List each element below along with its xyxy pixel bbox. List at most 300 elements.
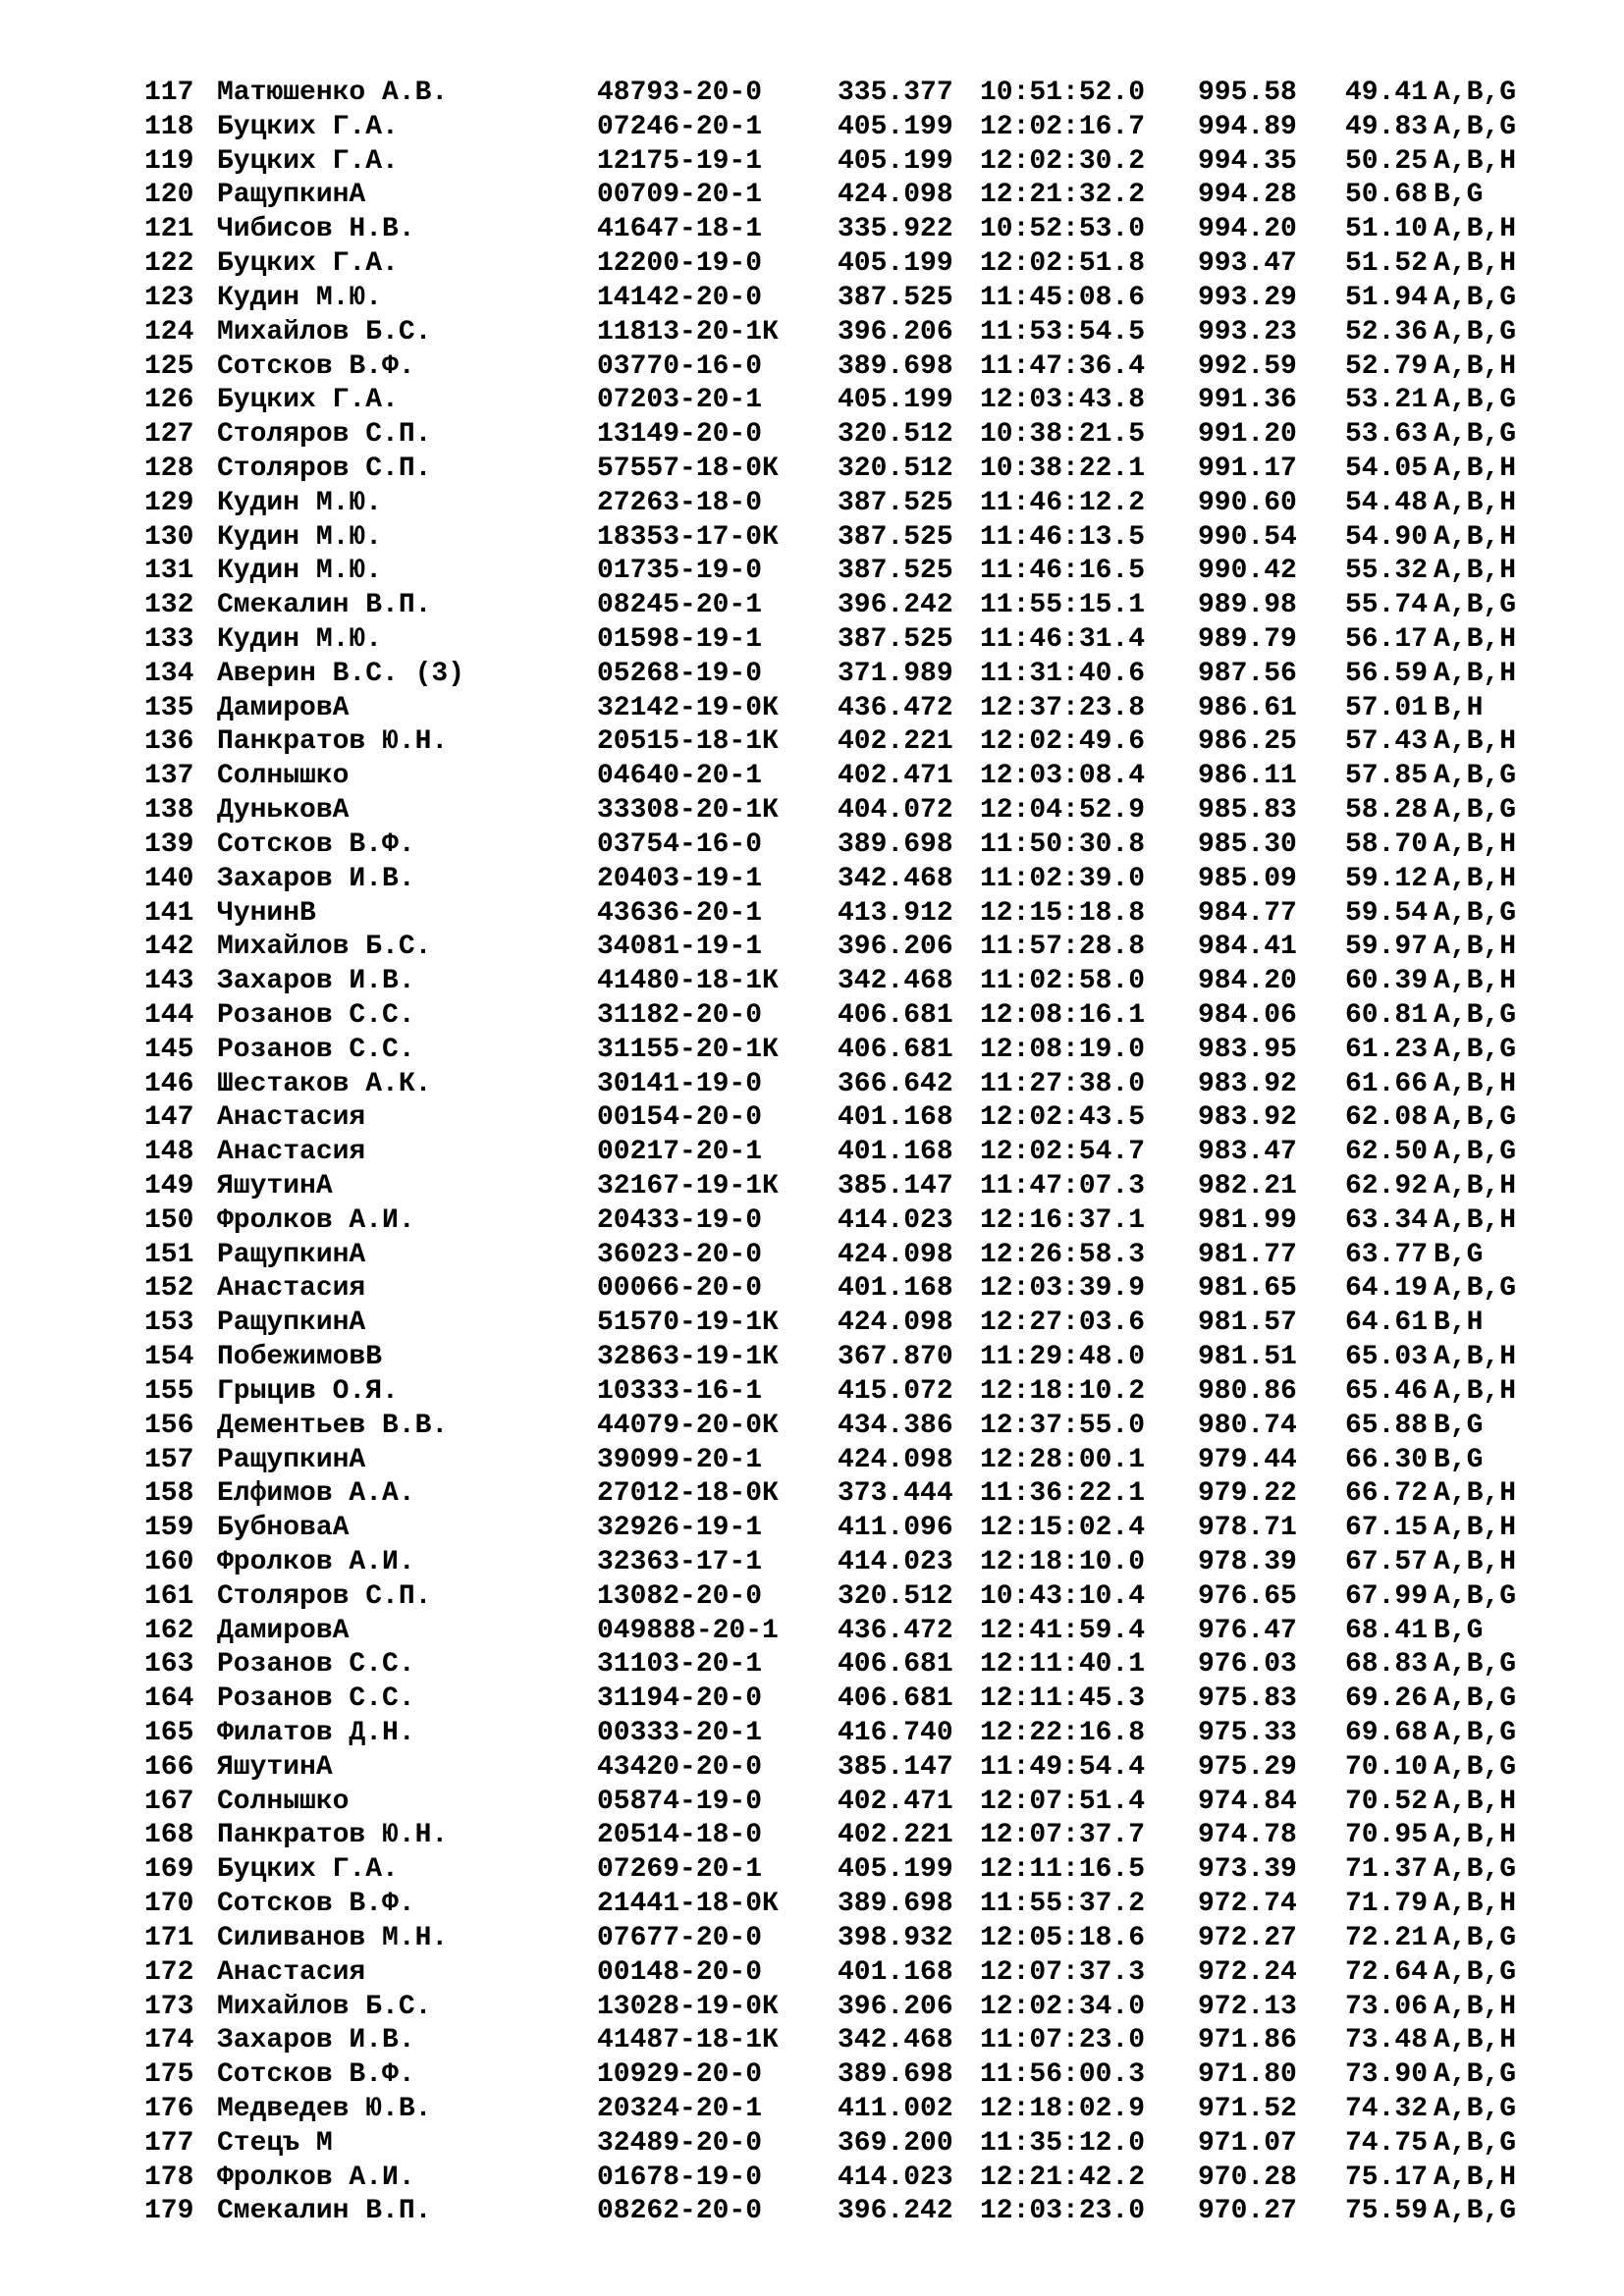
distance-value: 402.471 [838,1786,953,1817]
distance-value: 416.740 [838,1718,953,1748]
distance-value: 424.098 [838,1239,953,1270]
points-value: 72.21 [1345,1922,1429,1953]
distance-value: 402.221 [838,1820,953,1851]
distance-value: 396.206 [838,1991,953,2022]
arrival-time: 12:02:30.2 [980,145,1146,177]
distance-value: 401.168 [838,1273,953,1305]
ring-number: 33308-20-1К [597,795,779,827]
place-number: 136 [144,726,194,758]
fancier-name: Буцких Г.А. [217,385,399,416]
ring-number: 32926-19-1 [597,1513,763,1544]
ring-number: 32167-19-1К [597,1171,779,1201]
distance-value: 404.072 [838,795,953,827]
place-number: 147 [144,1102,194,1134]
group-codes: A,B,H [1434,350,1517,382]
speed-value: 986.25 [1198,726,1297,758]
speed-value: 980.74 [1198,1410,1297,1441]
ring-number: 48793-20-0 [597,78,763,108]
table-row [0,999,1624,1034]
speed-value: 992.59 [1198,350,1297,382]
distance-value: 342.468 [838,966,953,997]
fancier-name: Стецъ М [217,2127,333,2159]
fancier-name: Анастасия [217,1137,366,1168]
speed-value: 971.80 [1198,2059,1297,2091]
ring-number: 31103-20-1 [597,1649,763,1681]
fancier-name: Буцких Г.А. [217,1854,399,1886]
points-value: 50.25 [1345,145,1429,177]
table-row [0,282,1624,316]
points-value: 64.61 [1345,1308,1429,1339]
ring-number: 07203-20-1 [597,385,763,416]
group-codes: A,B,H [1434,2162,1517,2193]
distance-value: 411.096 [838,1513,953,1544]
group-codes: B,G [1434,1410,1484,1441]
place-number: 154 [144,1342,194,1373]
distance-value: 402.221 [838,726,953,758]
speed-value: 980.86 [1198,1375,1297,1407]
place-number: 160 [144,1546,194,1577]
ring-number: 00333-20-1 [597,1718,763,1748]
arrival-time: 12:15:02.4 [980,1513,1146,1544]
table-row [0,1170,1624,1204]
table-row [0,1580,1624,1615]
points-value: 68.83 [1345,1649,1429,1681]
table-row [0,350,1624,385]
ring-number: 13082-20-0 [597,1580,763,1612]
group-codes: A,B,G [1434,1718,1517,1748]
fancier-name: РащупкинА [217,1239,366,1270]
ring-number: 01735-19-0 [597,556,763,587]
arrival-time: 12:07:37.7 [980,1820,1146,1851]
arrival-time: 12:02:51.8 [980,248,1146,280]
table-row [0,145,1624,180]
place-number: 142 [144,932,194,963]
ring-number: 51570-19-1К [597,1308,779,1339]
table-row [0,487,1624,521]
distance-value: 396.206 [838,932,953,963]
points-value: 55.32 [1345,556,1429,587]
points-value: 73.90 [1345,2059,1429,2091]
fancier-name: ДамировА [217,1615,350,1646]
distance-value: 405.199 [838,111,953,142]
group-codes: A,B,H [1434,556,1517,587]
ring-number: 20433-19-0 [597,1204,763,1236]
fancier-name: Розанов С.С. [217,1034,415,1065]
points-value: 57.01 [1345,692,1429,723]
distance-value: 413.912 [838,897,953,929]
ring-number: 01598-19-1 [597,624,763,655]
distance-value: 385.147 [838,1751,953,1783]
fancier-name: ДуньковА [217,795,350,827]
group-codes: B,H [1434,1308,1484,1339]
fancier-name: Фролков А.И. [217,1204,415,1236]
fancier-name: ЯшутинА [217,1171,333,1201]
speed-value: 970.27 [1198,2196,1297,2227]
ring-number: 41487-18-1К [597,2025,779,2056]
group-codes: B,G [1434,180,1484,211]
fancier-name: Захаров И.В. [217,966,415,997]
ring-number: 44079-20-0К [597,1410,779,1441]
distance-value: 411.002 [838,2093,953,2124]
arrival-time: 12:08:16.1 [980,999,1146,1031]
place-number: 175 [144,2059,194,2091]
arrival-time: 11:57:28.8 [980,932,1146,963]
ring-number: 20514-18-0 [597,1820,763,1851]
speed-value: 981.57 [1198,1308,1297,1339]
speed-value: 971.52 [1198,2093,1297,2124]
distance-value: 389.698 [838,350,953,382]
arrival-time: 12:07:51.4 [980,1786,1146,1817]
points-value: 54.90 [1345,521,1429,553]
table-row [0,1034,1624,1068]
fancier-name: Филатов Д.Н. [217,1718,415,1748]
points-value: 70.52 [1345,1786,1429,1817]
group-codes: A,B,G [1434,761,1517,792]
fancier-name: Матюшенко А.В. [217,78,449,108]
speed-value: 993.23 [1198,316,1297,347]
table-row [0,179,1624,213]
arrival-time: 12:21:32.2 [980,180,1146,211]
points-value: 54.05 [1345,453,1429,484]
ring-number: 08262-20-0 [597,2196,763,2227]
speed-value: 972.13 [1198,1991,1297,2022]
place-number: 121 [144,214,194,245]
table-row [0,1375,1624,1410]
place-number: 150 [144,1204,194,1236]
points-value: 73.06 [1345,1991,1429,2022]
fancier-name: Солнышко [217,761,350,792]
arrival-time: 12:03:23.0 [980,2196,1146,2227]
place-number: 155 [144,1375,194,1407]
group-codes: A,B,G [1434,1102,1517,1134]
place-number: 167 [144,1786,194,1817]
speed-value: 990.60 [1198,487,1297,518]
group-codes: A,B,G [1434,78,1517,108]
points-value: 73.48 [1345,2025,1429,2056]
distance-value: 406.681 [838,1683,953,1715]
place-number: 169 [144,1854,194,1886]
group-codes: A,B,G [1434,385,1517,416]
arrival-time: 12:18:02.9 [980,2093,1146,2124]
distance-value: 396.206 [838,316,953,347]
speed-value: 985.30 [1198,828,1297,860]
points-value: 59.97 [1345,932,1429,963]
speed-value: 985.09 [1198,863,1297,894]
ring-number: 41647-18-1 [597,214,763,245]
fancier-name: Сотсков В.Ф. [217,1889,415,1920]
fancier-name: Солнышко [217,1786,350,1817]
distance-value: 436.472 [838,1615,953,1646]
place-number: 138 [144,795,194,827]
ring-number: 049888-20-1 [597,1615,779,1646]
fancier-name: Дементьев В.В. [217,1410,449,1441]
place-number: 146 [144,1068,194,1099]
ring-number: 00148-20-0 [597,1956,763,1988]
arrival-time: 12:11:40.1 [980,1649,1146,1681]
arrival-time: 12:02:16.7 [980,111,1146,142]
arrival-time: 11:55:37.2 [980,1889,1146,1920]
distance-value: 320.512 [838,453,953,484]
points-value: 51.94 [1345,282,1429,313]
ring-number: 08245-20-1 [597,590,763,621]
table-row [0,2058,1624,2093]
distance-value: 405.199 [838,1854,953,1886]
ring-number: 12200-19-0 [597,248,763,280]
ring-number: 00066-20-0 [597,1273,763,1305]
table-row [0,77,1624,111]
speed-value: 972.24 [1198,1956,1297,1988]
place-number: 140 [144,863,194,894]
speed-value: 973.39 [1198,1854,1297,1886]
ring-number: 20403-19-1 [597,863,763,894]
points-value: 67.99 [1345,1580,1429,1612]
points-value: 59.12 [1345,863,1429,894]
group-codes: A,B,H [1434,624,1517,655]
fancier-name: РащупкинА [217,1308,366,1339]
distance-value: 434.386 [838,1410,953,1441]
distance-value: 387.525 [838,282,953,313]
ring-number: 32142-19-0К [597,692,779,723]
place-number: 131 [144,556,194,587]
speed-value: 993.47 [1198,248,1297,280]
ring-number: 57557-18-0К [597,453,779,484]
arrival-time: 12:02:34.0 [980,1991,1146,2022]
group-codes: A,B,G [1434,2093,1517,2124]
fancier-name: Кудин М.Ю. [217,521,383,553]
ring-number: 12175-19-1 [597,145,763,177]
group-codes: A,B,G [1434,590,1517,621]
group-codes: A,B,H [1434,1546,1517,1577]
group-codes: A,B,G [1434,1956,1517,1988]
speed-value: 981.77 [1198,1239,1297,1270]
group-codes: A,B,G [1434,316,1517,347]
table-row [0,965,1624,999]
arrival-time: 12:18:10.2 [980,1375,1146,1407]
group-codes: A,B,G [1434,111,1517,142]
ring-number: 31155-20-1К [597,1034,779,1065]
group-codes: A,B,G [1434,1922,1517,1953]
distance-value: 424.098 [838,180,953,211]
place-number: 128 [144,453,194,484]
points-value: 62.08 [1345,1102,1429,1134]
table-row [0,897,1624,932]
place-number: 137 [144,761,194,792]
fancier-name: ДамировА [217,692,350,723]
arrival-time: 11:55:15.1 [980,590,1146,621]
distance-value: 373.444 [838,1478,953,1510]
speed-value: 990.42 [1198,556,1297,587]
ring-number: 32863-19-1К [597,1342,779,1373]
place-number: 171 [144,1922,194,1953]
speed-value: 983.92 [1198,1068,1297,1099]
arrival-time: 10:38:21.5 [980,419,1146,451]
group-codes: A,B,H [1434,1786,1517,1817]
table-row [0,2024,1624,2058]
ring-number: 00709-20-1 [597,180,763,211]
ring-number: 03770-16-0 [597,350,763,382]
speed-value: 983.92 [1198,1102,1297,1134]
ring-number: 39099-20-1 [597,1444,763,1475]
points-value: 49.41 [1345,78,1429,108]
table-row [0,1477,1624,1512]
arrival-time: 11:50:30.8 [980,828,1146,860]
table-row [0,213,1624,247]
arrival-time: 12:22:16.8 [980,1718,1146,1748]
ring-number: 20515-18-1К [597,726,779,758]
arrival-time: 12:02:54.7 [980,1137,1146,1168]
fancier-name: Буцких Г.А. [217,145,399,177]
group-codes: A,B,H [1434,248,1517,280]
arrival-time: 12:04:52.9 [980,795,1146,827]
group-codes: A,B,H [1434,487,1517,518]
arrival-time: 11:53:54.5 [980,316,1146,347]
ring-number: 14142-20-0 [597,282,763,313]
points-value: 71.37 [1345,1854,1429,1886]
speed-value: 994.89 [1198,111,1297,142]
arrival-time: 12:37:23.8 [980,692,1146,723]
speed-value: 971.07 [1198,2127,1297,2159]
arrival-time: 12:28:00.1 [980,1444,1146,1475]
table-row [0,521,1624,556]
ring-number: 32489-20-0 [597,2127,763,2159]
distance-value: 406.681 [838,999,953,1031]
arrival-time: 12:18:10.0 [980,1546,1146,1577]
fancier-name: Сотсков В.Ф. [217,350,415,382]
table-row [0,794,1624,828]
ring-number: 21441-18-0К [597,1889,779,1920]
points-value: 53.21 [1345,385,1429,416]
fancier-name: Розанов С.С. [217,1683,415,1715]
points-value: 52.79 [1345,350,1429,382]
group-codes: A,B,G [1434,897,1517,929]
table-row [0,1682,1624,1717]
table-row [0,1410,1624,1444]
fancier-name: Медведев Ю.В. [217,2093,432,2124]
speed-value: 984.77 [1198,897,1297,929]
arrival-time: 10:43:10.4 [980,1580,1146,1612]
table-row [0,1717,1624,1751]
ring-number: 27012-18-0К [597,1478,779,1510]
distance-value: 342.468 [838,863,953,894]
points-value: 70.95 [1345,1820,1429,1851]
group-codes: A,B,H [1434,658,1517,689]
table-row [0,1136,1624,1170]
group-codes: A,B,G [1434,2196,1517,2227]
place-number: 120 [144,180,194,211]
fancier-name: Грыцив О.Я. [217,1375,399,1407]
arrival-time: 11:46:13.5 [980,521,1146,553]
arrival-time: 11:47:36.4 [980,350,1146,382]
arrival-time: 10:52:53.0 [980,214,1146,245]
fancier-name: Фролков А.И. [217,1546,415,1577]
distance-value: 387.525 [838,556,953,587]
distance-value: 320.512 [838,419,953,451]
fancier-name: Кудин М.Ю. [217,282,383,313]
points-value: 56.17 [1345,624,1429,655]
arrival-time: 12:16:37.1 [980,1204,1146,1236]
arrival-time: 12:27:03.6 [980,1308,1146,1339]
fancier-name: Михайлов Б.С. [217,316,432,347]
table-row [0,1272,1624,1307]
arrival-time: 11:02:39.0 [980,863,1146,894]
fancier-name: Шестаков А.К. [217,1068,432,1099]
group-codes: A,B,G [1434,795,1517,827]
points-value: 70.10 [1345,1751,1429,1783]
arrival-time: 12:02:49.6 [980,726,1146,758]
ring-number: 05268-19-0 [597,658,763,689]
group-codes: A,B,H [1434,1375,1517,1407]
table-row [0,658,1624,692]
points-value: 58.28 [1345,795,1429,827]
arrival-time: 11:36:22.1 [980,1478,1146,1510]
points-value: 65.88 [1345,1410,1429,1441]
place-number: 118 [144,111,194,142]
fancier-name: Смекалин В.П. [217,590,432,621]
table-row [0,555,1624,589]
group-codes: A,B,H [1434,1513,1517,1544]
table-row [0,384,1624,418]
ring-number: 18353-17-0К [597,521,779,553]
group-codes: A,B,G [1434,282,1517,313]
arrival-time: 11:45:08.6 [980,282,1146,313]
distance-value: 387.525 [838,624,953,655]
speed-value: 981.99 [1198,1204,1297,1236]
place-number: 148 [144,1137,194,1168]
speed-value: 984.06 [1198,999,1297,1031]
fancier-name: Елфимов А.А. [217,1478,415,1510]
fancier-name: Кудин М.Ю. [217,487,383,518]
ring-number: 10333-16-1 [597,1375,763,1407]
group-codes: A,B,H [1434,1991,1517,2022]
speed-value: 987.56 [1198,658,1297,689]
fancier-name: ЧунинВ [217,897,316,929]
speed-value: 993.29 [1198,282,1297,313]
points-value: 57.85 [1345,761,1429,792]
points-value: 68.41 [1345,1615,1429,1646]
speed-value: 971.86 [1198,2025,1297,2056]
speed-value: 994.28 [1198,180,1297,211]
points-value: 75.17 [1345,2162,1429,2193]
arrival-time: 11:56:00.3 [980,2059,1146,2091]
fancier-name: Розанов С.С. [217,1649,415,1681]
fancier-name: Кудин М.Ю. [217,556,383,587]
group-codes: A,B,H [1434,1342,1517,1373]
points-value: 64.19 [1345,1273,1429,1305]
fancier-name: Столяров С.П. [217,419,432,451]
ring-number: 07246-20-1 [597,111,763,142]
fancier-name: Михайлов Б.С. [217,932,432,963]
table-row [0,931,1624,965]
distance-value: 405.199 [838,248,953,280]
speed-value: 976.47 [1198,1615,1297,1646]
table-row [0,692,1624,726]
distance-value: 387.525 [838,487,953,518]
group-codes: B,G [1434,1239,1484,1270]
fancier-name: Захаров И.В. [217,2025,415,2056]
arrival-time: 12:11:45.3 [980,1683,1146,1715]
arrival-time: 12:03:08.4 [980,761,1146,792]
speed-value: 983.47 [1198,1137,1297,1168]
arrival-time: 12:07:37.3 [980,1956,1146,1988]
distance-value: 320.512 [838,1580,953,1612]
arrival-time: 11:46:12.2 [980,487,1146,518]
place-number: 129 [144,487,194,518]
group-codes: A,B,G [1434,1137,1517,1168]
arrival-time: 12:03:39.9 [980,1273,1146,1305]
group-codes: A,B,G [1434,999,1517,1031]
table-row [0,453,1624,487]
speed-value: 975.29 [1198,1751,1297,1783]
